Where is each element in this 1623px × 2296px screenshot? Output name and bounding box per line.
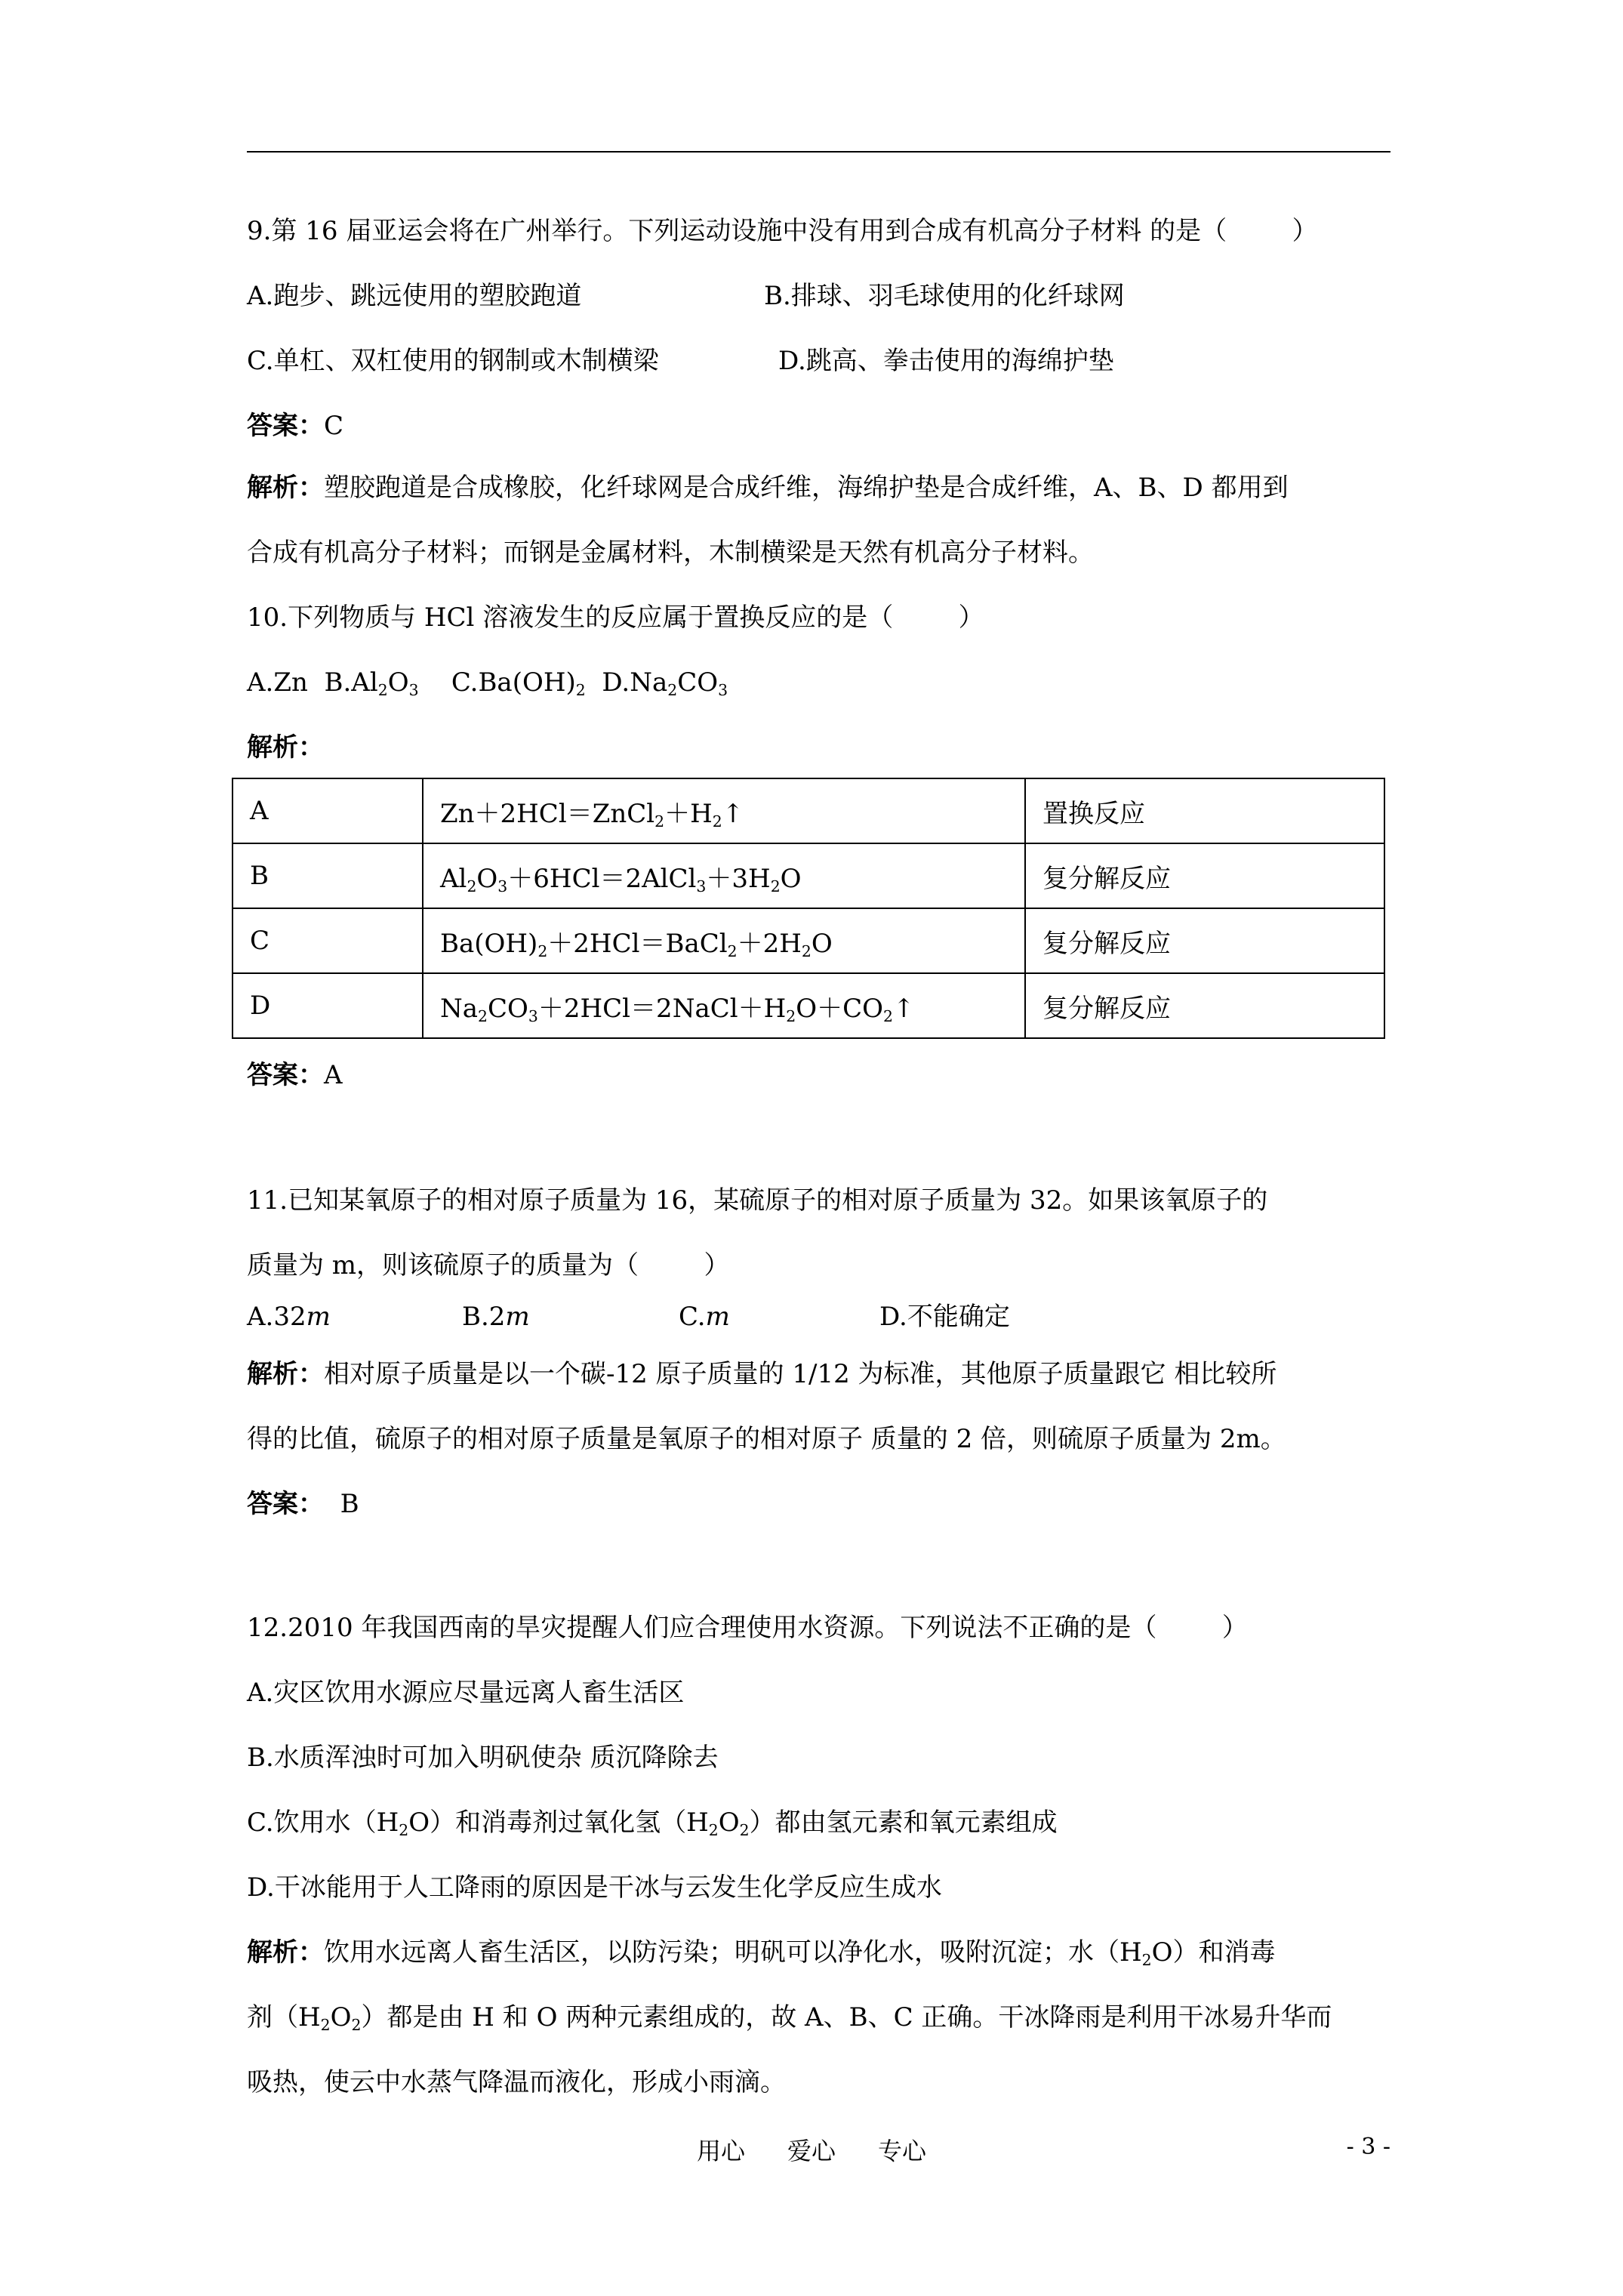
- reaction-table: [232, 778, 1385, 1039]
- q11-option-c: C.m: [679, 1302, 730, 1332]
- q12-option-a: A.灾区饮用水源应尽量远离人畜生活区: [247, 1678, 685, 1708]
- q11-analysis-text-1: 相对原子质量是以一个碳-12 原子质量的 1/12 为标准，其他原子质量跟它 相比较所: [324, 1359, 1277, 1389]
- q9-analysis-label: 解析：: [247, 473, 324, 503]
- q9-option-d: D.跳高、拳击使用的海绵护垫: [778, 346, 1114, 376]
- table-row: [233, 973, 1384, 1038]
- q10-answer: [247, 1057, 343, 1093]
- header-rule: [247, 151, 1390, 153]
- q11-answer-value: B: [340, 1489, 359, 1519]
- q12-option-d: D.干冰能用于人工降雨的原因是干冰与云发生化学反应生成水: [247, 1872, 942, 1903]
- q12-option-b: B.水质浑浊时可加入明矾使杂 质沉降除去: [247, 1743, 719, 1773]
- table-cell-reaction-type: 置换反应: [1025, 778, 1384, 843]
- table-cell-equation: $Al_2O_3+6HCl=2AlCl_3+3H_2O$: [423, 843, 1025, 908]
- q11-stem-line-1: 11.已知某氧原子的相对原子质量为 16，某硫原子的相对原子质量为 32。如果该氧原子的: [247, 1185, 1268, 1216]
- q9-analysis-text-1: 塑胶跑道是合成橡胶，化纤球网是合成纤维，海绵护垫是合成纤维，A、B、D 都用到: [324, 473, 1289, 503]
- table-row: [233, 843, 1384, 908]
- q12-analysis-label: 解析：: [247, 1937, 324, 1968]
- q11-answer-label: 答案：: [247, 1489, 324, 1519]
- q11-analysis-label: 解析：: [247, 1359, 324, 1389]
- table-cell-equation: $Zn+2HCl=ZnCl_2+H_2↑$: [423, 778, 1025, 843]
- q10-option-b: $B.Al_2O_3$: [324, 667, 419, 700]
- q10-options: [247, 664, 728, 701]
- table-row: [233, 908, 1384, 973]
- table-cell-letter: D: [233, 973, 423, 1038]
- q11-answer: [247, 1486, 359, 1522]
- q9-answer: [247, 408, 343, 444]
- q11-option-d: D.不能确定: [879, 1302, 1010, 1332]
- q12-analysis-line-1: 解析：饮用水远离人畜生活区，以防污染；明矾可以净化水，吸附沉淀；水$(H_2O)$和消毒: [247, 1937, 1276, 1970]
- q9-stem: 9.第 16 届亚运会将在广州举行。下列运动设施中没有用到合成有机高分子材料 的是（ ）: [247, 216, 1318, 246]
- q10-stem: 10.下列物质与 HCl 溶液发生的反应属于置换反应的是（ ）: [247, 603, 984, 633]
- q9-answer-value: C: [324, 411, 344, 441]
- q10-option-a: A.Zn: [247, 667, 308, 698]
- table-cell-equation: $Ba(OH)_2+2HCl=BaCl_2+2H_2O$: [423, 908, 1025, 973]
- q12-analysis-line-3: 吸热，使云中水蒸气降温而液化，形成小雨滴。: [247, 2067, 786, 2097]
- q9-analysis-line-2: 合成有机高分子材料；而钢是金属材料，木制横梁是天然有机高分子材料。: [247, 538, 1094, 568]
- footer-motto-3: 专心: [878, 2137, 927, 2165]
- q11-option-b: B.2m: [462, 1302, 530, 1332]
- q11-analysis-line-2: 得的比值，硫原子的相对原子质量是氧原子的相对原子 质量的 2 倍，则硫原子质量为 2m。: [247, 1424, 1286, 1454]
- q12-analysis-line-2: 剂$(H_2O_2)$都是由 H 和 O 两种元素组成的，故 A、B、C 正确。干冰降雨是利用干冰易升华而: [247, 2002, 1332, 2035]
- q10-answer-label: 答案：: [247, 1060, 324, 1090]
- table-cell-reaction-type: 复分解反应: [1025, 973, 1384, 1038]
- table-cell-letter: B: [233, 843, 423, 908]
- q10-analysis-label: 解析：: [247, 732, 324, 763]
- table-cell-letter: C: [233, 908, 423, 973]
- page-number: - 3 -: [1346, 2134, 1390, 2160]
- footer-motto-2: 爱心: [787, 2137, 836, 2165]
- q9-option-a: A.跑步、跳远使用的塑胶跑道: [247, 281, 582, 311]
- q11-analysis-line-1: [247, 1356, 1277, 1392]
- footer-motto-1: 用心: [696, 2137, 745, 2165]
- table-row: [233, 778, 1384, 843]
- q9-option-b: B.排球、羽毛球使用的化纤球网: [764, 281, 1125, 311]
- q12-stem: 12.2010 年我国西南的旱灾提醒人们应合理使用水资源。下列说法不正确的是（ ）: [247, 1613, 1248, 1643]
- q11-option-a: A.32m: [247, 1302, 331, 1332]
- q10-option-c: $C.Ba(OH)_2$: [451, 667, 586, 700]
- table-cell-equation: $Na_2CO_3+2HCl=2NaCl+H_2O+CO_2↑$: [423, 973, 1025, 1038]
- table-cell-reaction-type: 复分解反应: [1025, 843, 1384, 908]
- table-cell-reaction-type: 复分解反应: [1025, 908, 1384, 973]
- table-cell-letter: A: [233, 778, 423, 843]
- q11-stem-line-2: 质量为 m，则该硫原子的质量为（ ）: [247, 1250, 730, 1281]
- q9-analysis-line-1: [247, 470, 1289, 506]
- q9-option-c: C.单杠、双杠使用的钢制或木制横梁: [247, 346, 659, 376]
- q9-answer-label: 答案：: [247, 411, 324, 441]
- q10-answer-value: A: [324, 1060, 343, 1090]
- q12-option-c: C.饮用水$(H_2O)$和消毒剂过氧化氢$(H_2O_2)$都由氢元素和氧元素组成: [247, 1808, 1058, 1840]
- q10-option-d: $D.Na_2CO_3$: [602, 667, 728, 700]
